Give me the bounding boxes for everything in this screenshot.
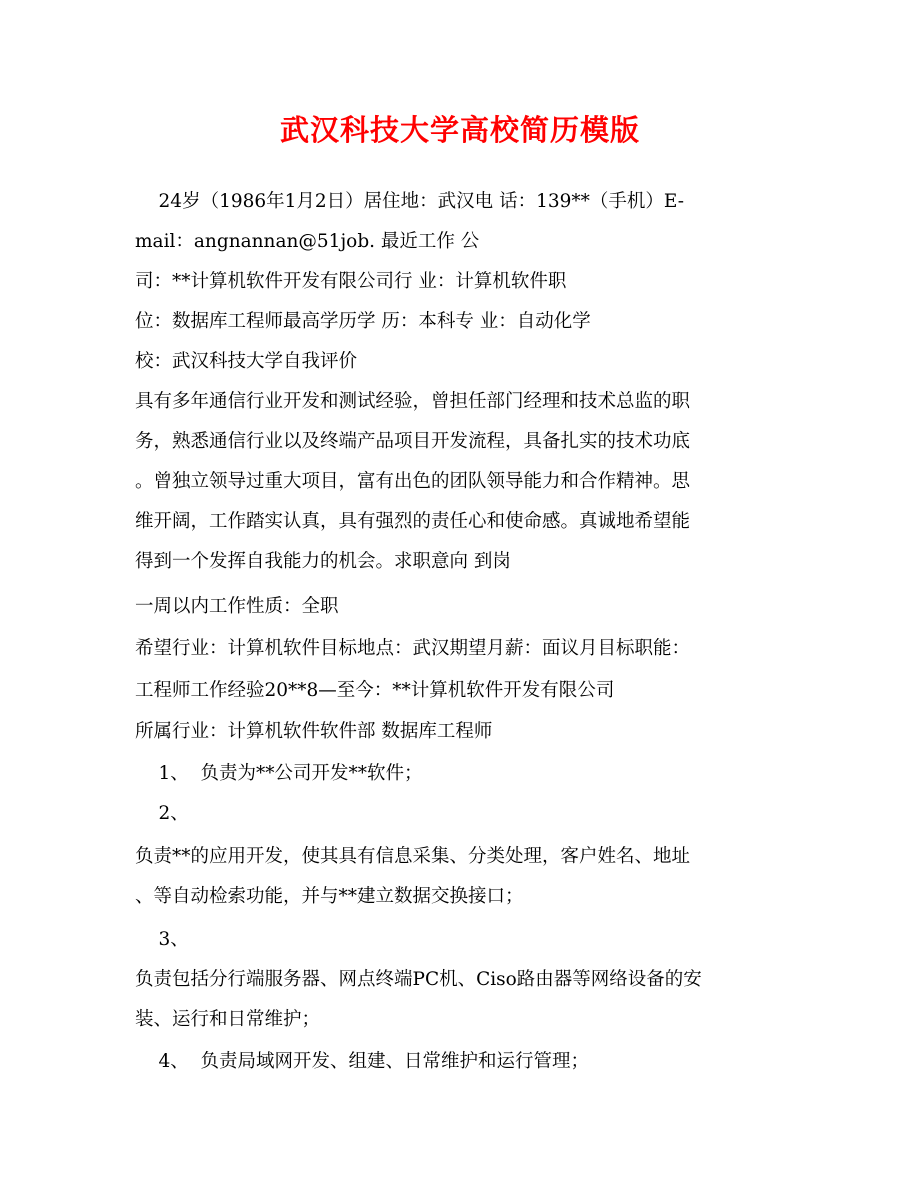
body-line: 希望行业：计算机软件目标地点：武汉期望月薪：面议月目标职能： <box>135 638 691 659</box>
body-line: 具有多年通信行业开发和测试经验，曾担任部门经理和技术总监的职 <box>135 391 691 412</box>
body-line: 校：武汉科技大学自我评价 <box>135 351 358 372</box>
document-title: 武汉科技大学高校简历模版 <box>279 113 640 147</box>
body-line: 司：**计算机软件开发有限公司行 业：计算机软件职 <box>135 271 567 292</box>
body-line: 装、运行和日常维护； <box>135 1009 321 1030</box>
body-line: 24岁（1986年1月2日）居住地：武汉电 话：139**（手机）E- <box>135 191 684 212</box>
body-line: mail：angnannan@51job. 最近工作 公 <box>135 231 480 252</box>
list-item: 3、 <box>135 929 189 950</box>
body-line: 维开阔，工作踏实认真，具有强烈的责任心和使命感。真诚地希望能 <box>135 511 691 532</box>
body-line: 负责**的应用开发，使其具有信息采集、分类处理，客户姓名、地址 <box>135 846 691 867</box>
body-line: 一周以内工作性质：全职 <box>135 596 339 617</box>
body-line: 负责包括分行端服务器、网点终端PC机、Ciso路由器等网络设备的安 <box>135 969 702 990</box>
list-item: 2、 <box>135 803 189 824</box>
body-line: 、等自动检索功能，并与**建立数据交换接口； <box>135 886 524 907</box>
body-line: 所属行业：计算机软件软件部 数据库工程师 <box>135 721 493 742</box>
list-item: 4、 负责局域网开发、组建、日常维护和运行管理； <box>135 1051 590 1072</box>
body-line: 得到一个发挥自我能力的机会。求职意向 到岗 <box>135 551 511 572</box>
body-line: 工程师工作经验20**8—至今：**计算机软件开发有限公司 <box>135 680 615 701</box>
body-line: 。曾独立领导过重大项目，富有出色的团队领导能力和合作精神。思 <box>135 471 691 492</box>
list-item: 1、 负责为**公司开发**软件； <box>135 763 423 784</box>
body-line: 位：数据库工程师最高学历学 历：本科专 业：自动化学 <box>135 311 591 332</box>
body-line: 务，熟悉通信行业以及终端产品项目开发流程，具备扎实的技术功底 <box>135 431 691 452</box>
